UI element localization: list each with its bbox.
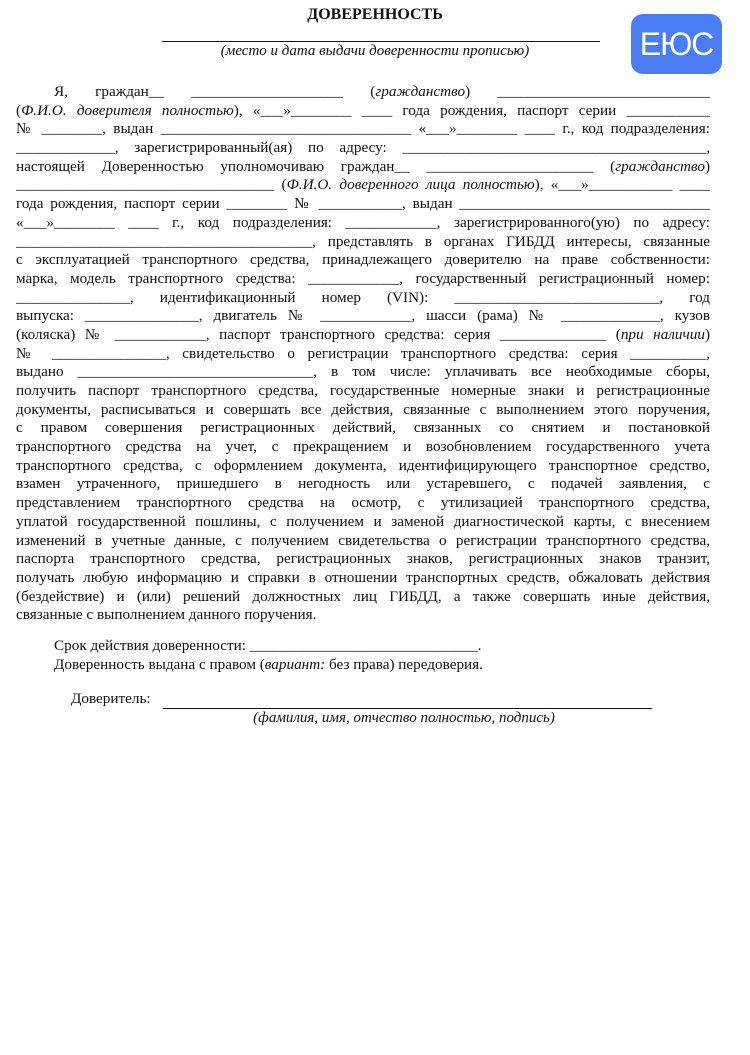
body-line: _____________, зарегистрированный(ая) по адресу: ________________________________________, [16,139,710,157]
body-line: (Ф.И.О. доверителя полностью), «___»________ ____ года рождения, паспорт серии ___________ [16,101,710,119]
body-line: «___»________ ____ г., код подразделения: ____________, зарегистрированного(ую) по адресу: [16,213,710,231]
transfer-prefix: Доверенность выдана с правом ( [54,656,265,673]
body-line: документы, расписываться и совершать все действия, связанные с выполнением этого поручения, [16,400,710,418]
body-line: Я, граждан__ ____________________ (гражданство) ____________________________ [54,83,710,100]
body-line: связанные с выполнением данного поручения. [16,606,317,624]
signature-rule [163,708,652,709]
transfer-suffix: без права) передоверия. [325,656,483,673]
document-title: ДОВЕРЕННОСТЬ [307,6,443,23]
transfer-variant: вариант: [264,656,326,673]
body-line: с эксплуатацией транспортного средства, принадлежащего доверителю на праве собственности: [16,251,710,269]
body-line: № ________, выдан _________________________________ «___»________ ____ г., код подразделения: [16,120,710,138]
body-line: транспортного средства, с оформлением документа, идентифицирующего транспортное средство, [16,456,710,474]
principal-label: Доверитель: [71,690,151,707]
place-date-hint: (место и дата выдачи доверенности прописью) [220,43,530,59]
body-line: выпуска: _______________, двигатель № ____________, шасси (рама) № _____________, кузов [16,307,710,325]
body-line: представлением транспортного средства на осмотр, с утилизацией транспортного средства, [16,494,710,512]
body-line: марка, модель транспортного средства: ____________, государственный регистрационный номер: [16,269,710,287]
body-line: № _______________, свидетельство о регистрации транспортного средства: серия __________, [16,344,710,362]
body-line: с правом совершения регистрационных действий, связанных со снятием и постановкой [16,419,710,437]
body-line: паспорта транспортного средства, регистрационных знаков, регистрационных знаков транзит, [16,550,710,568]
body-line: __________________________________ (Ф.И.О. доверенного лица полностью), «___»___________ ____ [16,176,710,194]
body-line: получить паспорт транспортного средства, государственные номерные знаки и регистрационные [16,382,710,399]
body-line: (коляска) № ____________, паспорт транспортного средства: серия ______________ (при наличии) [16,325,710,343]
body-line: настоящей Доверенностью уполномочиваю граждан__ ______________________ (гражданство) [16,157,710,175]
signature-hint: (фамилия, имя, отчество полностью, подпись) [253,710,555,726]
validity-line: Срок действия доверенности: ______________________________. [54,637,482,654]
body-line: изменений в учетные данные, с получением свидетельства о регистрации транспортного средства, [16,531,710,549]
body-line: _______________, идентификационный номер (VIN): ___________________________, год [16,288,710,306]
body-line: получать любую информацию и справки в отношении транспортных средств, обжаловать действия [16,568,710,586]
logo-text: ЕЮС [639,25,714,62]
body-line: уплатой государственной пошлины, с получением и заменой диагностической карты, с внесением [16,512,710,530]
body-line: транспортного средства на учет, с прекращением и возобновлением государственного учета [16,438,710,456]
body-line: (бездействие) и (или) решений должностных лиц ГИБДД, а также совершать иные действия, [16,587,710,605]
place-date-rule [162,41,600,42]
body-line: _______________________________________, представлять в органах ГИБДД интересы, связанные [16,232,710,250]
document-body [16,83,710,625]
body-line: взамен утраченного, пришедшего в негодность или устаревшего, с подачей заявления, с [16,475,710,493]
body-line: года рождения, паспорт серии ________ № ___________, выдан _________________________________ [16,195,710,213]
transfer-line [16,656,750,674]
body-line: выдано _______________________________, в том числе: уплачивать все необходимые сборы, [16,363,710,381]
